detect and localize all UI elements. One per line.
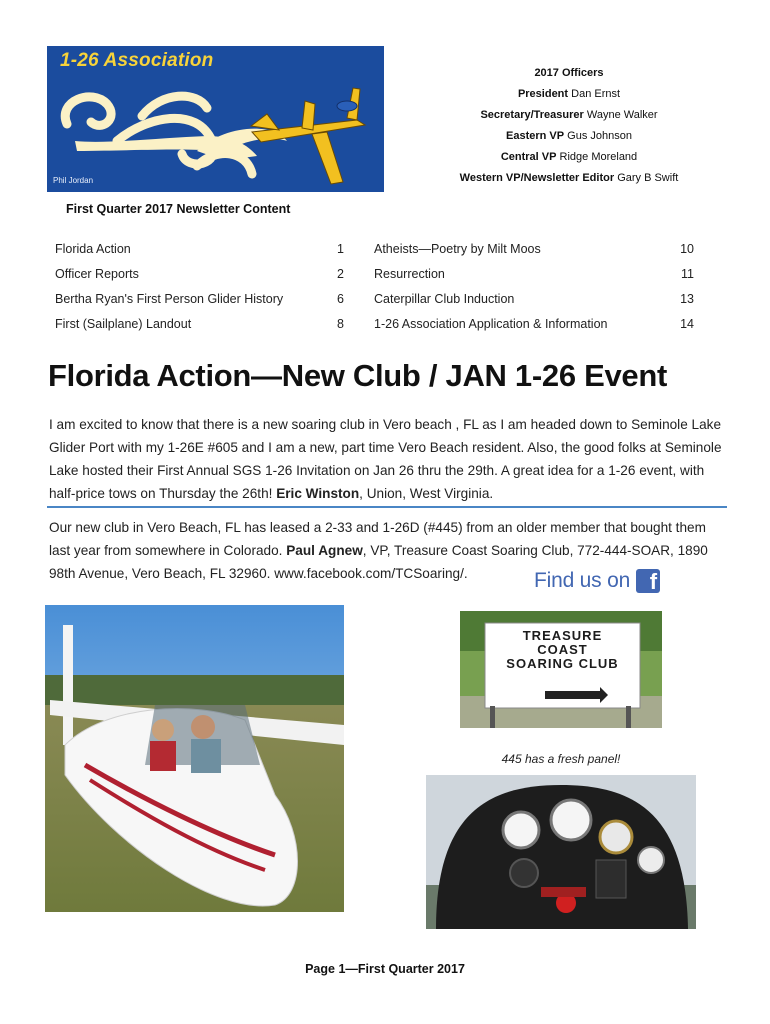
officer-secretary-treasurer: Secretary/Treasurer Wayne Walker	[480, 109, 658, 121]
toc-item-page: 1	[337, 242, 344, 256]
toc-item-title[interactable]: Resurrection	[374, 267, 445, 281]
article-paragraph-2: Our new club in Vero Beach, FL has leased a 2-33 and 1-26D (#445) from an older member that bought them last year from somewhere in Colorado. Paul Agnew, VP, Treasure Coast Soaring Club, 772-444-SOAR, 1890 98th Avenue, Vero Beach, FL 32960. www.facebook.com/TCSoaring/.	[49, 520, 708, 581]
instrument-panel-photo	[426, 775, 696, 929]
article-headline: Florida Action—New Club / JAN 1-26 Event	[48, 358, 668, 393]
logo-title: 1-26 Association	[60, 50, 214, 71]
toc-item-page: 6	[337, 292, 344, 306]
officer-president: President Dan Ernst	[517, 88, 621, 100]
panel-caption: 445 has a fresh panel!	[501, 752, 621, 766]
officers-list	[420, 63, 718, 189]
club-sign-photo	[460, 611, 662, 728]
glider-photo	[45, 605, 344, 912]
author-name: Paul Agnew	[286, 543, 363, 558]
sign-line-2: COAST	[537, 642, 588, 657]
officers-heading: 2017 Officers	[534, 67, 604, 79]
toc-item-title[interactable]: Caterpillar Club Induction	[374, 292, 515, 306]
article-paragraph-1: I am excited to know that there is a new soaring club in Vero beach , FL as I am headed down to Seminole Lake Glider Port with my 1-26E #605 and I am a new, part time Vero Beach resident. Also, the good folks at Seminole Lake hosted their First Annual SGS 1-26 Invitation on Jan 26 thru the 29th. A great idea for a 1-26 event, with half-price tows on Thursday the 26th! Eric Winston, Union, West Virginia.	[49, 417, 722, 501]
toc-item-page: 11	[681, 267, 694, 281]
section-divider	[47, 506, 727, 508]
toc-item-page: 2	[337, 267, 344, 281]
sign-line-3: SOARING CLUB	[506, 656, 619, 671]
officer-western-vp: Western VP/Newsletter Editor Gary B Swift	[459, 172, 679, 184]
toc-item-title[interactable]: First (Sailplane) Landout	[55, 317, 192, 331]
sign-line-1: TREASURE	[522, 628, 603, 643]
contents-heading: First Quarter 2017 Newsletter Content	[66, 202, 291, 216]
toc-item-page: 14	[680, 317, 694, 331]
author-name: Eric Winston	[276, 486, 360, 501]
toc-item-page: 13	[680, 292, 694, 306]
toc-item-title[interactable]: Officer Reports	[55, 267, 139, 281]
logo-credit: Phil Jordan	[53, 176, 94, 185]
toc-item-title[interactable]: 1-26 Association Application & Information	[374, 317, 608, 331]
facebook-label: Find us on	[534, 569, 631, 592]
page-footer: Page 1—First Quarter 2017	[305, 962, 465, 976]
toc-item-page: 10	[680, 242, 694, 256]
association-logo	[47, 46, 384, 192]
toc-item-page: 8	[337, 317, 344, 331]
facebook-badge[interactable]	[534, 567, 660, 595]
toc-item-title[interactable]: Atheists—Poetry by Milt Moos	[374, 242, 541, 256]
facebook-icon: f	[636, 569, 660, 593]
officer-central-vp: Central VP Ridge Moreland	[500, 151, 638, 163]
toc-item-title[interactable]: Bertha Ryan's First Person Glider History	[55, 292, 284, 306]
toc-item-title[interactable]: Florida Action	[55, 242, 131, 256]
officer-eastern-vp: Eastern VP Gus Johnson	[506, 130, 632, 142]
